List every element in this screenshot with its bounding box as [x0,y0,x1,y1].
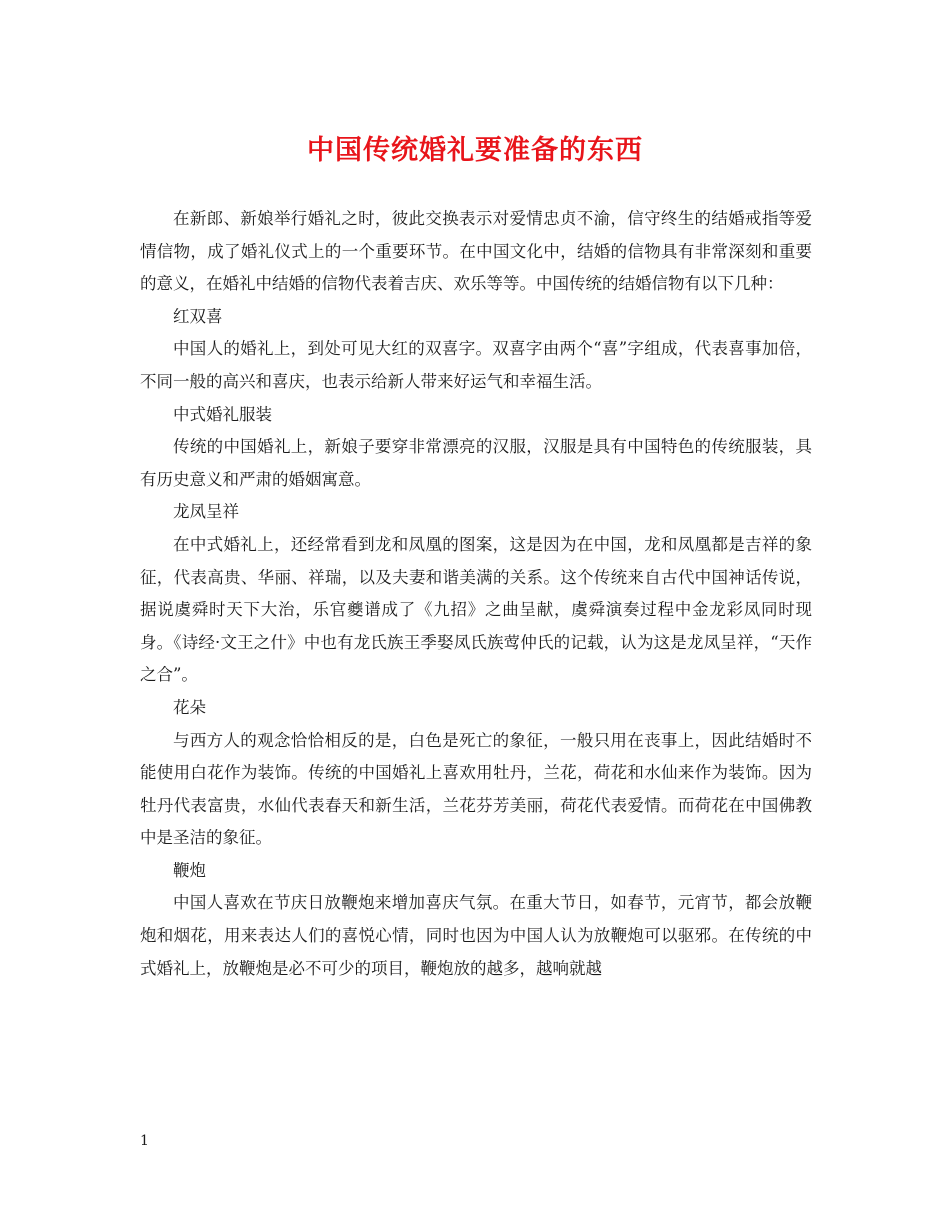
paragraph-firecrackers: 中国人喜欢在节庆日放鞭炮来增加喜庆气氛。在重大节日，如春节，元宵节，都会放鞭炮和烟花，用来表达人们的喜悦心情，同时也因为中国人认为放鞭炮可以驱邪。在传统的中式婚礼上，放鞭炮是必不可少的项目，鞭炮放的越多，越响就越 [140,893,812,978]
section-heading-flowers: 花朵 [173,697,206,717]
section-heading-dragon-phoenix: 龙凤呈祥 [173,502,239,522]
paragraph-intro: 在新郎、新娘举行婚礼之时，彼此交换表示对爱情忠贞不渝，信守终生的结婚戒指等爱情信物，成了婚礼仪式上的一个重要环节。在中国文化中，结婚的信物具有非常深刻和重要的意义，在婚礼中结婚的信物代表着吉庆、欢乐等等。中国传统的结婚信物有以下几种： [140,209,812,294]
paragraph-double-happiness: 中国人的婚礼上，到处可见大红的双喜字。双喜字由两个“喜”字组成，代表喜事加倍，不同一般的高兴和喜庆，也表示给新人带来好运气和幸福生活。 [140,339,812,391]
section-heading-firecrackers: 鞭炮 [173,860,206,880]
paragraph-wedding-attire: 传统的中国婚礼上，新娘子要穿非常漂亮的汉服，汉服是具有中国特色的传统服装，具有历史意义和严肃的婚姻寓意。 [140,437,812,489]
page-number: 1 [140,1133,149,1149]
paragraph-dragon-phoenix: 在中式婚礼上，还经常看到龙和凤凰的图案，这是因为在中国，龙和凤凰都是吉祥的象征，代表高贵、华丽、祥瑞，以及夫妻和谐美满的关系。这个传统来自古代中国神话传说，据说虞舜时天下大治，乐官夔谱成了《九招》之曲呈献，虞舜演奏过程中金龙彩凤同时现身。《诗经·文王之什》中也有龙氏族王季娶凤氏族莺仲氏的记载，认为这是龙凤呈祥，“天作之合”。 [140,534,812,685]
section-heading-double-happiness: 红双喜 [173,306,223,326]
paragraph-flowers: 与西方人的观念恰恰相反的是，白色是死亡的象征，一般只用在丧事上，因此结婚时不能使用白花作为装饰。传统的中国婚礼上喜欢用牡丹，兰花，荷花和水仙来作为装饰。因为牡丹代表富贵，水仙代表春天和新生活，兰花芬芳美丽，荷花代表爱情。而荷花在中国佛教中是圣洁的象征。 [140,730,812,848]
document-title: 中国传统婚礼要准备的东西 [307,135,643,166]
document-body [140,203,812,985]
section-heading-wedding-attire: 中式婚礼服装 [173,404,272,424]
